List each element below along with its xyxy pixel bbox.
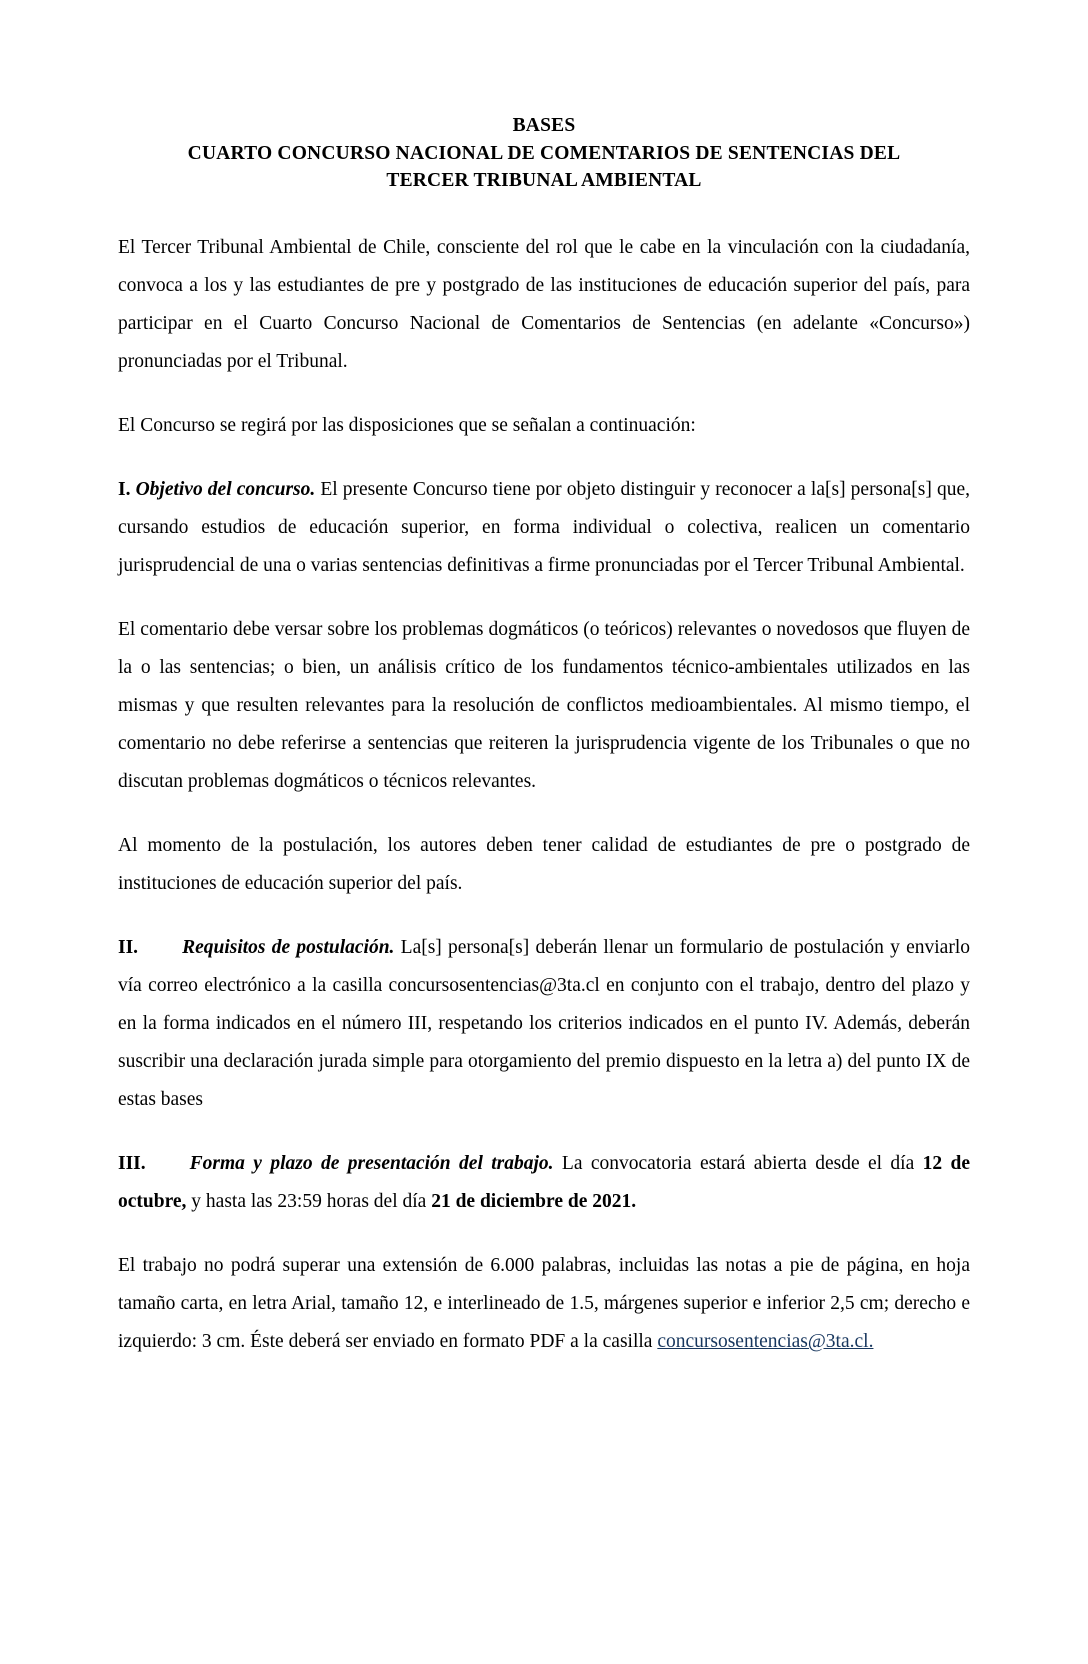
section-1-paragraph-3: Al momento de la postulación, los autores deben tener calidad de estudiantes de pre o postgrado de instituciones de educación superior del país. <box>118 835 970 895</box>
contest-email-link[interactable]: concursosentencias@3ta.cl. <box>657 1331 874 1353</box>
section-3-date-end: 21 de diciembre de 2021. <box>431 1191 637 1213</box>
section-3-text-a: La convocatoria estará abierta desde el día <box>561 1153 915 1175</box>
section-2-heading: Requisitos de postulación. <box>182 937 395 959</box>
title-line-1: BASES <box>512 115 576 136</box>
paragraph-rules-intro: El Concurso se regirá por las disposiciones que se señalan a continuación: <box>118 415 696 437</box>
section-1-text: El presente Concurso tiene por objeto distinguir y reconocer a la[s] persona[s] que, cursando estudios de educación superior, en forma individual o colectiva, realicen un comentario jurisprudencial de una o varias sentencias definitivas a firme pronunciadas por el Tercer Tribunal Ambiental. <box>118 479 970 577</box>
paragraph-intro: El Tercer Tribunal Ambiental de Chile, consciente del rol que le cabe en la vinculación con la ciudadanía, convoca a los y las estudiantes de pre y postgrado de las instituciones de educación superior del país, para participar en el Cuarto Concurso Nacional de Comentarios de Sentencias (en adelante «Concurso») pronunciadas por el Tribunal. <box>118 237 970 373</box>
section-3-number: III. <box>118 1153 146 1175</box>
section-3-heading: Forma y plazo de presentación del trabajo. <box>189 1153 554 1175</box>
section-3-paragraph-2-text: El trabajo no podrá superar una extensión de 6.000 palabras, incluidas las notas a pie de página, en hoja tamaño carta, en letra Arial, tamaño 12, e interlineado de 1.5, márgenes superior e inferior 2,5 cm; derecho e izquierdo: 3 cm. Éste deberá ser enviado en formato PDF a la casilla <box>118 1255 970 1353</box>
title-line-2: CUARTO CONCURSO NACIONAL DE COMENTARIOS DE SENTENCIAS DEL <box>187 142 901 164</box>
section-3-paragraph-2 <box>118 1247 970 1361</box>
section-3-paragraph <box>118 1145 970 1221</box>
title-line-3: TERCER TRIBUNAL AMBIENTAL <box>386 170 702 192</box>
section-1-paragraph <box>118 471 970 585</box>
section-1-number: I. <box>118 479 131 501</box>
section-1-paragraph-2: El comentario debe versar sobre los problemas dogmáticos (o teóricos) relevantes o novedosos que fluyen de la o las sentencias; o bien, un análisis crítico de los fundamentos técnico-ambientales utilizados en las mismas y que resulten relevantes para la resolución de conflictos medioambientales. Al mismo tiempo, el comentario no debe referirse a sentencias que reiteren la jurisprudencia vigente de los Tribunales o que no discutan problemas dogmáticos o técnicos relevantes. <box>118 619 970 793</box>
section-2-number: II. <box>118 937 139 959</box>
section-2-paragraph <box>118 929 970 1119</box>
section-3-text-b: y hasta las 23:59 horas del día <box>191 1191 427 1213</box>
section-3-date-start: 12 de octubre, <box>118 1153 971 1213</box>
section-2-text: La[s] persona[s] deberán llenar un formulario de postulación y enviarlo vía correo electrónico a la casilla concursosentencias@3ta.cl en conjunto con el trabajo, dentro del plazo y en la forma indicados en el número III, respetando los criterios indicados en el punto IV. Además, deberán suscribir una declaración jurada simple para otorgamiento del premio dispuesto en la letra a) del punto IX de estas bases <box>118 937 971 1111</box>
document-title <box>118 112 970 195</box>
section-1-heading: Objetivo del concurso. <box>135 479 316 501</box>
document-body <box>118 229 970 1361</box>
